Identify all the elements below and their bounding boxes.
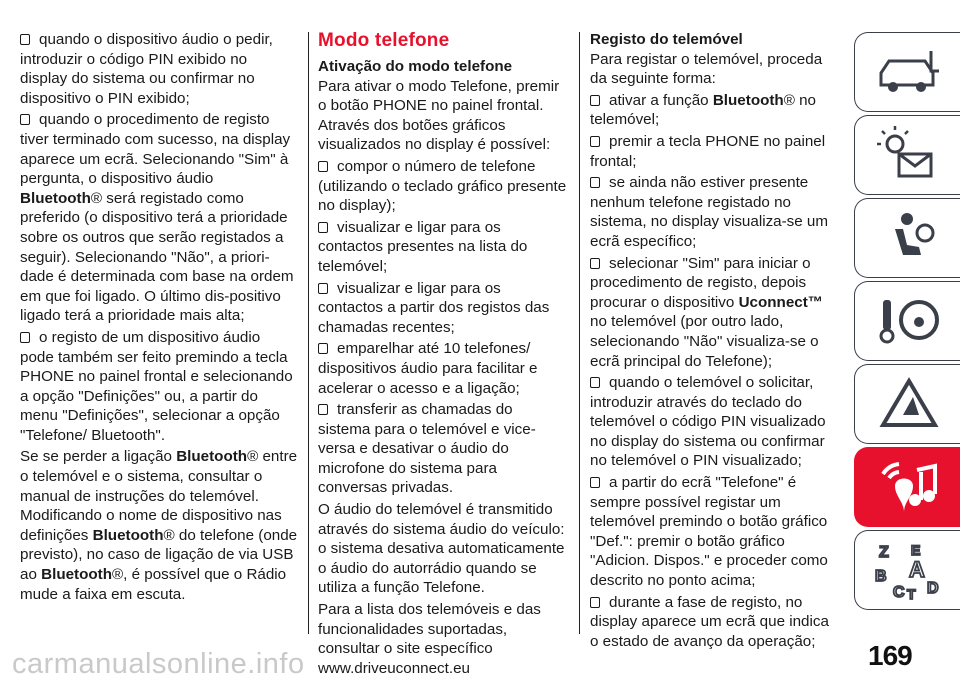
chapter-tabs <box>854 32 960 613</box>
checkbox-bullet-icon <box>590 136 600 147</box>
watermark: carmanualsonline.info <box>12 648 305 680</box>
list-item: premir a tecla PHONE no painel frontal; <box>590 132 826 170</box>
tab-driving[interactable] <box>854 281 960 361</box>
checkbox-bullet-icon <box>318 283 328 294</box>
subsection-title: Ativação do modo telefone <box>318 58 513 75</box>
checkbox-bullet-icon <box>590 377 600 388</box>
svg-text:B: B <box>875 568 887 585</box>
list-item: selecionar "Sim" para iniciar o procedimento de registo, depois procurar o dispositivo Uconnect™ no telemóvel (por outro lado, selecionando "Não" visualiza-se o ecrã principal do Telefone); <box>590 254 823 370</box>
list-item: durante a fase de registo, no display aparece um ecrã que indica o estado de avanço da operação; <box>590 593 829 650</box>
tab-warning-lights[interactable] <box>854 115 960 195</box>
seat-airbag-icon <box>873 209 945 269</box>
list-item: se ainda não estiver presente nenhum telefone registado no sistema, no display visualiza-se um ecrã específico; <box>590 174 829 250</box>
checkbox-bullet-icon <box>318 161 328 172</box>
list-item: compor o número de telefone (utilizando o teclado gráfico presente no display); <box>318 157 567 215</box>
column-2 <box>318 30 568 680</box>
svg-text:Z: Z <box>879 544 889 561</box>
key-steering-icon <box>873 292 945 352</box>
checkbox-bullet-icon <box>590 258 600 269</box>
bullet-registo-sucesso: quando o procedimento de registo tiver terminado com sucesso, na display aparece um ecrã. Selecionando "Sim" à pergunta, o dispositivo áudio Bluetooth® será registado como preferido (o dispositivo terá a prioridade sobre os outros que serão registados a seguir). Selecionando "Não", a priori-dade é determinada com base na ordem em que foi ligado. O último dis-positivo ligado terá a prioridade mais alta; <box>20 111 294 325</box>
tab-index[interactable] <box>854 530 960 610</box>
list-item: transferir as chamadas do sistema para o telemóvel e vice-versa e desativar o áudio do microfone do sistema para conversas privadas. <box>318 401 536 497</box>
list-item: quando o telemóvel o solicitar, introduzir através do teclado do telemóvel o código PIN visualizado no display do sistema ou confirmar no telemóvel o PIN visualizado; <box>590 374 826 470</box>
multimedia-icon <box>873 458 945 518</box>
index-icon <box>873 541 945 601</box>
list-item: emparelhar até 10 telefones/ dispositivos áudio para facilitar e acelerar o acesso e a ligação; <box>318 340 538 397</box>
page-number: 169 <box>868 640 912 671</box>
svg-text:D: D <box>927 580 939 597</box>
bullet-pin: quando o dispositivo áudio o pedir, introduzir o código PIN exibido no display do sistema ou confirmar no dispositivo o PIN exibido; <box>20 31 273 107</box>
checkbox-bullet-icon <box>590 597 600 608</box>
paragraph-lista: Para a lista dos telemóveis e das funcionalidades suportadas, consultar o site específico www.driveuconnect.eu <box>318 601 541 677</box>
list-item: visualizar e ligar para os contactos a partir dos registos das chamadas recentes; <box>318 279 550 336</box>
tab-safety[interactable] <box>854 198 960 278</box>
checkbox-bullet-icon <box>318 222 328 233</box>
checkbox-bullet-icon <box>20 332 30 343</box>
bullet-tecla-phone: o registo de um dispositivo áudio pode também ser feito premindo a tecla PHONE no painel frontal e selecionando a opção "Definições" ou, a partir do menu "Definições", selecionar a opção "Telefone/ Bluetooth". <box>20 328 293 444</box>
column-divider <box>308 32 309 634</box>
list-item: a partir do ecrã "Telefone" é sempre possível registar um telemóvel premindo o botão gráfico "Def.": premir o botão gráfico "Adicion. Dispos." e proceder como descrito no ponto acima; <box>590 474 828 590</box>
column-1 <box>20 30 298 606</box>
svg-text:C: C <box>893 584 905 601</box>
checkbox-bullet-icon <box>590 95 600 106</box>
intro-paragraph: Para ativar o modo Telefone, premir o botão PHONE no painel frontal. Através dos botões gráficos visualizados no display é possível: <box>318 77 560 154</box>
svg-text:T: T <box>907 586 916 601</box>
section-title: Modo telefone <box>318 30 450 51</box>
paragraph-ligacao-perdida: Se se perder a ligação Bluetooth® entre o telemóvel e o sistema, consultar o manual de instruções do telemóvel. Modificando o nome de dispositivo nas definições Bluetooth® do telefone (onde previsto), no caso de ligação de via USB ao Bluetooth®, é possível que o Rádio mude a faixa em escuta. <box>20 448 298 603</box>
checkbox-bullet-icon <box>318 343 328 354</box>
paragraph-audio: O áudio do telemóvel é transmitido através do sistema áudio do veículo: o sistema desativa automaticamente o áudio do autorrádio quando se utiliza a função Telefone. <box>318 501 565 597</box>
warning-lights-icon <box>873 126 945 186</box>
checkbox-bullet-icon <box>318 404 328 415</box>
checkbox-bullet-icon <box>20 114 30 125</box>
intro-paragraph: Para registar o telemóvel, proceda da seguinte forma: <box>590 50 823 88</box>
column-divider <box>579 32 580 634</box>
checkbox-bullet-icon <box>590 177 600 188</box>
checkbox-bullet-icon <box>590 477 600 488</box>
checkbox-bullet-icon <box>20 34 30 45</box>
list-item: ativar a função Bluetooth® no telemóvel; <box>590 91 817 129</box>
list-item: visualizar e ligar para os contactos presentes na lista do telemóvel; <box>318 218 528 275</box>
svg-text:E: E <box>911 542 921 558</box>
car-icon <box>873 43 945 103</box>
roadside-warning-icon <box>873 375 945 435</box>
column-3 <box>590 30 840 653</box>
svg-text:A: A <box>909 557 925 582</box>
tab-multimedia[interactable] <box>854 447 960 527</box>
subsection-title: Registo do telemóvel <box>590 31 743 48</box>
tab-car[interactable] <box>854 32 960 112</box>
tab-emergency[interactable] <box>854 364 960 444</box>
